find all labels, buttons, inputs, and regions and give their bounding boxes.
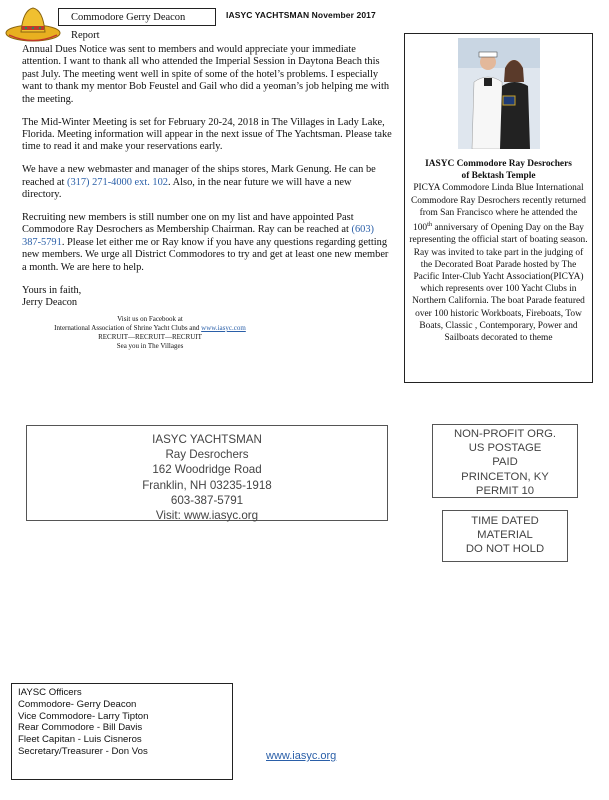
sombrero-image bbox=[4, 2, 62, 44]
paragraph-recruiting: Recruiting new members is still number one on my list and have appointed Past Commodore Ray Desrochers as Membership Chairman. Ray can be reached at (603) 387-5791. Please let either me or Ray know if you have any questions regarding getting new members. We urge all District Commodores to try and get at least one new member a month. We are here to help. bbox=[22, 211, 389, 273]
address-line: IASYC YACHTSMAN bbox=[152, 433, 262, 446]
address-website: Visit: www.iasyc.org bbox=[155, 509, 259, 523]
footer-line-1: Visit us on Facebook at bbox=[117, 315, 183, 323]
caption-body: PICYA Commodore Linda Blue International Commodore Ray Desrochers recently returned from San Francisco where he attended the 100th anniversary of Opening Day on the Bay representing the official start of boating season. Ray was invited to take part in the judging of the Decorated Boat Parade hosted by The Pacific Inter-Club Yacht Association(PICYA) which represents over 100 Yacht Clubs in Northern California. The boat Parade featured over 100 historic Workboats, Fireboats, Tow Boats, Classic , Contemporary, Power and Sailboats decorated to theme bbox=[409, 183, 588, 343]
footer-note bbox=[20, 315, 280, 351]
report-label: Commodore Gerry Deacon Report bbox=[58, 8, 216, 26]
footer-line-2: International Association of Shrine Yacht Clubs and www.iasyc.com bbox=[54, 324, 246, 332]
iasyc-com-link[interactable]: www.iasyc.com bbox=[201, 324, 246, 332]
postage-line: US POSTAGE bbox=[468, 442, 542, 455]
address-line: 603-387-5791 bbox=[170, 493, 244, 507]
officer-item: Vice Commodore- Larry Tipton bbox=[18, 710, 149, 722]
time-dated-line: DO NOT HOLD bbox=[465, 543, 545, 556]
paragraph-webmaster: We have a new webmaster and manager of the ships stores, Mark Genung. He can be reached at (317) 271-4000 ext. 102. Also, in the near future we will have a new directory. bbox=[22, 164, 376, 201]
address-line: Ray Desrochers bbox=[165, 448, 249, 462]
address-line: 162 Woodridge Road bbox=[152, 463, 262, 477]
caption-title-1: IASYC Commodore Ray Desrochers bbox=[425, 159, 572, 169]
commodore-sidebar bbox=[404, 33, 593, 383]
paragraph-midwinter: The Mid-Winter Meeting is set for February 20-24, 2018 in The Villages in Lady Lake, Florida. Meeting information will appear in the next issue of The Yachtsman. Please take time to read it and make your reservations early. bbox=[22, 116, 392, 153]
postage-line: PERMIT 10 bbox=[475, 484, 535, 497]
signature: Jerry Deacon bbox=[22, 296, 78, 308]
photo-illustration bbox=[458, 38, 540, 149]
website-link[interactable]: www.iasyc.org bbox=[266, 750, 337, 762]
officer-item: Commodore- Gerry Deacon bbox=[18, 698, 137, 710]
signature-block bbox=[22, 285, 392, 310]
phone-link-webmaster[interactable]: (317) 271-4000 ext. 102 bbox=[67, 176, 169, 188]
phone-link-ray[interactable]: (603) 387-5791 bbox=[22, 224, 375, 248]
paragraph-dues: Annual Dues Notice was sent to members and would appreciate your immediate attention. I want to thank all who attended the Imperial Session in Daytona Beach this past July. The meeting went well in spite of some of the hotel’s problems. I especially want to thank my mentor Bob Feustel and Gail who did a yeoman’s job helping me with the meeting. bbox=[22, 44, 390, 105]
officer-item: Secretary/Treasurer - Don Vos bbox=[18, 745, 148, 757]
footer-line-4: Sea you in The Villages bbox=[116, 342, 184, 350]
closing: Yours in faith, bbox=[22, 284, 82, 296]
postage-line: PAID bbox=[492, 456, 518, 469]
officers-heading: IAYSC Officers bbox=[18, 687, 82, 698]
officer-item: Rear Commodore - Bill Davis bbox=[18, 722, 143, 734]
caption-title-2: of Bektash Temple bbox=[461, 171, 536, 182]
photo-caption bbox=[409, 158, 588, 344]
postage-line: NON-PROFIT ORG. bbox=[453, 428, 557, 440]
time-dated-box bbox=[442, 510, 568, 562]
postage-permit-box bbox=[432, 424, 578, 498]
time-dated-line: MATERIAL bbox=[477, 529, 533, 542]
mailing-address-box bbox=[26, 425, 388, 521]
address-line: Franklin, NH 03235-1918 bbox=[142, 478, 272, 492]
postage-line: PRINCETON, KY bbox=[461, 470, 549, 483]
report-body bbox=[22, 44, 392, 309]
newsletter-title: IASYC YACHTSMAN November 2017 bbox=[226, 10, 376, 20]
time-dated-line: TIME DATED bbox=[471, 515, 539, 527]
officers-box bbox=[11, 683, 233, 780]
commodore-photo bbox=[458, 38, 540, 149]
officer-item: Fleet Capitan - Luis Cisneros bbox=[18, 734, 142, 746]
footer-line-3: RECRUIT—RECRUIT—RECRUIT bbox=[98, 333, 202, 341]
